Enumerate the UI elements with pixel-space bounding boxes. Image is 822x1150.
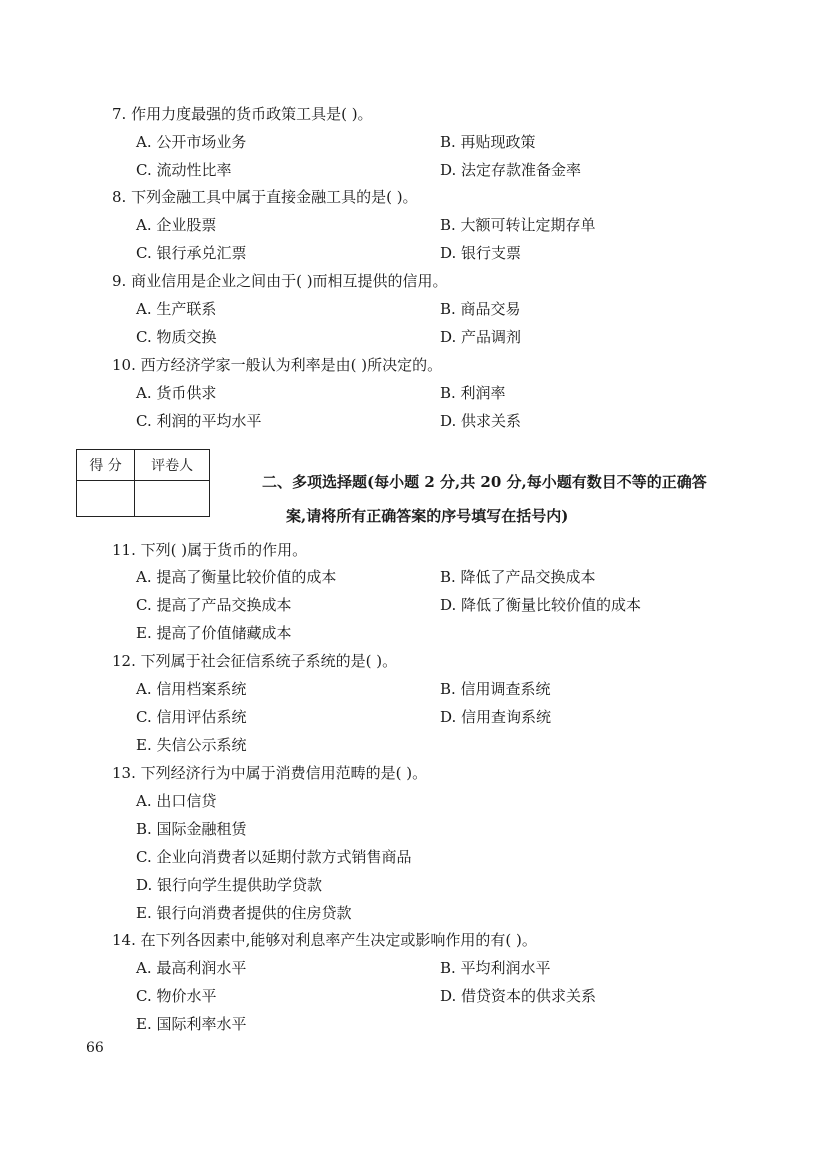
option-e: E. 国际利率水平 [136,1015,247,1033]
section-title-line2: 案,请将所有正确答案的序号填写在括号内) [286,507,569,525]
option-a: A. 信用档案系统 [136,680,247,698]
question-stem: 14. 在下列各因素中,能够对利息率产生决定或影响作用的有( )。 [112,931,537,949]
option-b: B. 利润率 [440,384,506,402]
option-c: C. 利润的平均水平 [136,412,262,430]
option-a: A. 提高了衡量比较价值的成本 [136,568,337,586]
question-stem: 9. 商业信用是企业之间由于( )而相互提供的信用。 [112,272,448,290]
option-c: C. 企业向消费者以延期付款方式销售商品 [136,848,412,866]
option-d: D. 银行向学生提供助学贷款 [136,876,323,894]
option-a: A. 企业股票 [136,216,217,234]
option-a: A. 货币供求 [136,384,217,402]
score-table [76,449,210,517]
option-b: B. 国际金融租赁 [136,820,247,838]
option-b: B. 平均利润水平 [440,959,551,977]
option-e: E. 失信公示系统 [136,736,247,754]
section-title-line1: 二、多项选择题(每小题 2 分,共 20 分,每小题有数目不等的正确答 [262,473,707,491]
score-cell[interactable] [77,481,135,517]
question-stem: 12. 下列属于社会征信系统子系统的是( )。 [112,652,398,670]
option-d: D. 降低了衡量比较价值的成本 [440,596,642,614]
option-c: C. 信用评估系统 [136,708,247,726]
option-e: E. 提高了价值储藏成本 [136,624,292,642]
question-stem: 13. 下列经济行为中属于消费信用范畴的是( )。 [112,764,428,782]
option-c: C. 银行承兑汇票 [136,244,247,262]
option-b: B. 信用调查系统 [440,680,551,698]
option-a: A. 最高利润水平 [136,959,247,977]
option-b: B. 大额可转让定期存单 [440,216,596,234]
option-d: D. 供求关系 [440,412,522,430]
option-c: C. 流动性比率 [136,161,232,179]
option-a: A. 生产联系 [136,300,217,318]
option-a: A. 出口信贷 [136,792,217,810]
page-number: 66 [86,1040,104,1056]
question-stem: 8. 下列金融工具中属于直接金融工具的是( )。 [112,188,418,206]
option-c: C. 提高了产品交换成本 [136,596,292,614]
option-e: E. 银行向消费者提供的住房贷款 [136,904,352,922]
option-d: D. 银行支票 [440,244,522,262]
option-c: C. 物价水平 [136,987,217,1005]
score-header: 得 分 [77,450,135,481]
option-d: D. 信用查询系统 [440,708,552,726]
question-stem: 10. 西方经济学家一般认为利率是由( )所决定的。 [112,356,443,374]
grader-cell[interactable] [135,481,210,517]
option-c: C. 物质交换 [136,328,217,346]
grader-header: 评卷人 [135,450,210,481]
option-b: B. 再贴现政策 [440,133,536,151]
question-stem: 7. 作用力度最强的货币政策工具是( )。 [112,105,373,123]
option-a: A. 公开市场业务 [136,133,247,151]
question-stem: 11. 下列( )属于货币的作用。 [112,541,308,559]
option-b: B. 降低了产品交换成本 [440,568,596,586]
option-d: D. 借贷资本的供求关系 [440,987,597,1005]
option-b: B. 商品交易 [440,300,521,318]
option-d: D. 产品调剂 [440,328,522,346]
option-d: D. 法定存款准备金率 [440,161,582,179]
